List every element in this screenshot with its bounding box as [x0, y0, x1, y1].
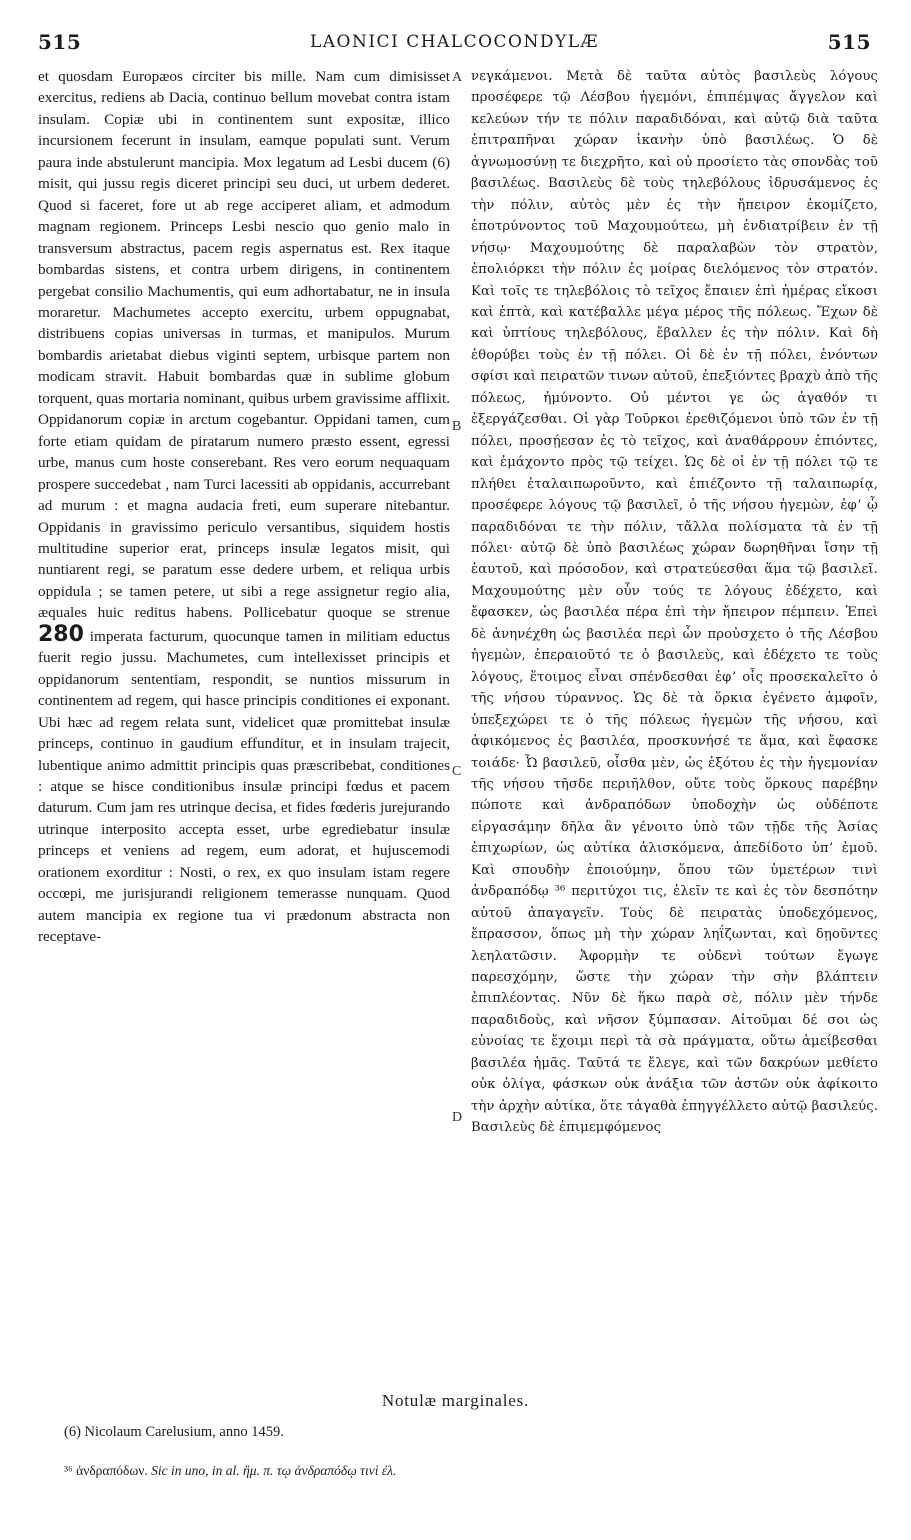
margin-letter-c: C: [452, 764, 462, 779]
page-number-right: 515: [827, 30, 871, 54]
footnote-36-text: Sic in uno, in al. ἢμ. π. τῳ ἀνδραπόδῳ τινὶ ἐλ.: [151, 1463, 397, 1478]
margin-letter-a: A: [452, 70, 463, 85]
footnote-36-greek: ἀνδραπόδων.: [76, 1463, 148, 1478]
latin-column: [38, 66, 450, 948]
latin-paragraph-1: et quosdam Europæos circiter bis mille. Nam cum dimisisset exercitus, rediens ab Dacia, continuo bellum movebat contra istam insulam. Copiæ ubi in continentem sunt expositæ, illico incursionem fecerunt in insulam, eamque populati sunt. Verum paura inde abstulerunt mancipia. Mox legatum ad Lesbi ducem (6) misit, qui jussu regis diceret principi seu duci, ut urbem dederet. Quod si faceret, fore ut ab rege acciperet aliam, et admodum magnam regionem. Princeps Lesbi nescio quo genio malo in transversum abstractus, pacem regis aspernatus est. Rex itaque bombardas sistens, et contra urbem dirigens, in continentem pergebat consilio Machumentis, qui eum adhortabatur, ne in insula moraretur. Machumetes accepto exercitu, urbem oppugnabat, distribuens copias universas in turmas, et manipulos. Murum bombardis arietabat diebus viginti septem, urbisque partem non modicam stravit. Habuit bombardas quæ in sublime globum torquent, quas mortaria nominant, quibus urbem gravissime afflixit. Oppidanorum copiæ in arctum cogebantur. Oppidani tamen, cum forte etiam quidam de piratarum numero præsto essent, egressi urbe, manus cum hoste conserebant. Res vero eorum nequaquam prospere succedebat , nam Turci lacessiti ab oppidanis, accurrebant ad murum : et magna audacia freti, eum superare nitebantur. Oppidanis in gravissimo periculo versantibus, siquidem hostis multitudine superior erat, princeps insulæ legatos misit, qui nuntiarent regi, se paratum esse dedere urbem, et reliqua urbis oppidula ; se tamen petere, ut sibi a rege assignetur regio alia, æquales huic reditus habens. Pollicebatur quoque se strenue: [38, 68, 450, 622]
greek-text: νεγκάμενοι. Μετὰ δὲ ταῦτα αὐτὸς βασιλεὺς λόγους προσέφερε τῷ Λέσβου ἡγεμόνι, ἐπιπέμψας ἄγγελον καὶ κελεύων τήν τε πόλιν παραδιδόναι, καὶ αὐτῷ διὰ ταῦτα ἐπιτραπῆναι χώραν ἱκανὴν ὑπὸ βασιλέως. Ὁ δὲ ἀγνωμοσύνῃ τε διεχρῆτο, καὶ οὐ προσίετο τὰς σπονδὰς τοῦ βασιλέως. Βασιλεὺς δὲ τοὺς τηλεβόλους ἱδρυσάμενος ἐς τὴν πόλιν, αὐτὸς μὲν ἐς τὴν ἤπειρον ἐκομίζετο, ἐποτρύνοντος τοῦ Μαχουμούτεω, μὴ ἐνδιατρίβειν ἐν τῇ νήσῳ· Μαχουμούτης δὲ παραλαβὼν τὸν στρατὸν, ἐπολιόρκει τὴν πόλιν ἐς μοίρας διελόμενος τὸν στρατόν. Καὶ τοῖς τε τηλεβόλοις τὸ τεῖχος ἔπαιεν ἐπὶ ἡμέρας εἴκοσι καὶ ἑπτὰ, καὶ κατέβαλλε μέγα μέρος τῆς πόλεως. Ἔχων δὲ καὶ ὑπτίους τηλεβόλους, ἔβαλλεν ἐς τὴν πόλιν. Καὶ δὴ ἐθορύβει τοὺς ἐν τῇ πόλει. Οἱ δὲ ἐν τῇ πόλει, ἐνόντων σφίσι καὶ πειρατῶν τινων αὐτοῦ, ἐπεξιόντες βραχὺ ἀπὸ τῆς πόλεως, ἠμύνοντο. Οὐ μέντοι γε ὡς ἀγαθόν τι ἐξεργάζεσθαι. Οἱ γὰρ Τοῦρκοι ἐρεθιζόμενοι ὑπὸ τῶν ἐν τῇ πόλει, προσῄεσαν ἐς τὸ τεῖχος, καὶ ἀναθάρρουν ἐπιόντες, καὶ ἐμάχοντο πρὸς τῷ τείχει. Ὡς δὲ οἱ ἐν τῇ πόλει τῷ τε πλήθει ἐταλαιπωροῦντο, καὶ ἐπιέζοντο τῇ ταλαιπωρίᾳ, προσέφερε λόγους τῷ βασιλεῖ, ὁ τῆς νήσου ἡγεμὼν, ἐφʼ ᾧ παραδιδόναι τε τὴν πόλιν, τἄλλα πολίσματα τὰ ἐν τῇ πόλει· αὐτῷ δὲ ὑπὸ βασιλέως χώραν δωρηθῆναι ἴσην τῇ ἑαυτοῦ, καὶ πρόσοδον, καὶ στρατεύεσθαι ἅμα τῷ βασιλεῖ. Μαχουμούτης μὲν οὖν τούς τε λόγους ἐδέχετο, καὶ ἔφασκεν, ὡς βασιλέα πέρα ἐπὶ τὴν ἤπειρον πέμπειν. Ἐπεὶ δὲ ἀνηνέχθη ὡς βασιλέα περὶ ὧν προὐσχετο ὁ τῆς Λέσβου ἡγεμὼν, ἐπεραιοῦτό τε ὁ βασιλεὺς, καὶ ἐδέχετο τε τοὺς λόγους, ἕτοιμος εἶναι σπένδεσθαι ἐφʼ οἷς προσεκαλεῖτο ὁ τῆς νήσου τύραννος. Ὡς δὲ τὰ ὅρκια ἐγένετο ἀμφοῖν, ὑπεξεχώρει τε ὁ τῆς πόλεως ἡγεμὼν τῆς νήσου, καὶ ἀφικόμενος ἐς βασιλέα, προσκυνήσέ τε ἅμα, καὶ ἔφασκε τοιάδε· Ὦ βασιλεῦ, οἶσθα μὲν, ὡς ἐξότου ἐς τὴν ἡγεμονίαν τῆς νήσου τῆσδε περιῆλθον, οὔτε τοὺς ὅρκους παρέβην πώποτε καὶ ἀνδραπόδων ὑποδοχὴν ὡς οὐδέποτε εἰργασάμην δῆλα ἂν γένοιτο ὑπὸ τῶν τῇδε τῆς Ἀσίας ἐπιχωρίων, ὡς αὐτίκα ἁλισκόμενα, ἀπεδίδοτο ὑπʼ ἐμοῦ. Καὶ σπουδὴν ἐποιούμην, ὅπου τῶν ὑμετέρων τινὶ ἀνδραπόδῳ ³⁶ περιτύχοι τις, ἑλεῖν τε καὶ ἐς τὸν δεσπότην αὐτοῦ ἀπαγαγεῖν. Τοὺς δὲ πειρατὰς ὑποδεχόμενος, ἔπρασσον, ὅπως μὴ τὴν χώραν ληΐζωνται, καὶ δῃοῦντες λεηλατῶσιν. Ἀφορμὴν τε οὐδενὶ τούτων ἔγωγε παρεσχόμην, ὥστε τὴν χώραν τὴν σὴν βλάπτειν ἐπιπλέοντας. Νῦν δὲ ἥκω παρὰ σὲ, πόλιν μὲν τήνδε παραδιδοὺς, καὶ νῆσον ξύμπασαν. Αἰτοῦμαι δέ σοι ὡς εὐνοίας τε ἔχοιμι περὶ τὰ σὰ πράγματα, οὕτω ἀμείβεσθαι βασιλέα ἡμᾶς. Ταῦτά τε ἔλεγε, καὶ τῶν δακρύων μεθίετο οὐκ ὀλίγα, φάσκων οὐκ ἀνάξια τῶν ἀστῶν οὐκ ἀφίκοιτο τὴν ἀρχὴν αὐτίκα, ὅτε τἀγαθὰ ἐπηγγέλλετο αὐτῷ βασιλεύς. Βασιλεὺς δὲ ἐπιμεμφόμενος: [471, 69, 878, 1136]
running-title: LAONICI CHALCOCONDYLÆ: [309, 32, 600, 52]
margin-letter-b: B: [452, 419, 462, 434]
running-header: [38, 30, 871, 60]
greek-column: [471, 66, 878, 1139]
edition-page-number: 280: [38, 621, 84, 647]
footnote-36: [64, 1463, 396, 1479]
footnote-6: (6) Nicolaum Carelusium, anno 1459.: [64, 1424, 284, 1440]
latin-text: [38, 66, 450, 948]
notes-title: Notulæ marginales.: [381, 1391, 530, 1410]
latin-paragraph-2: imperata facturum, quocunque tamen in militiam eductus fuerit regio jussu. Machumetes, cum intellexisset principis et oppidanorum sententiam, respondit, se nuntios missurum in continentem ad regem, qui hasce principis conditiones ei exponant. Ubi hæc ad regem relata sunt, videlicet quæ promittebat insulæ princeps, continuo in gaudium effunditur, et in insulam trajecit, lubentique animo admittit principis quas præscribebat, conditiones : atque se hisce conditionibus insulæ principi fœdus et pacem daturum. Cum jam res utrinque decisa, et fides fœderis jurejurando utrinque interposito accepta esset, urbe egrediebatur insulæ princeps et veniens ad regem, eum adorat, et hujuscemodi orationem exorditur : Nosti, o rex, ex quo insulam istam regere occœpi, me jurisjurandi religionem temerasse nunquam. Quod autem mancipia ex regione tua vi prædonum abstracta non receptave-: [38, 627, 450, 946]
page-number-left: 515: [38, 30, 82, 54]
footnote-36-marker: ³⁶: [64, 1463, 73, 1478]
margin-letter-d: D: [452, 1110, 463, 1125]
